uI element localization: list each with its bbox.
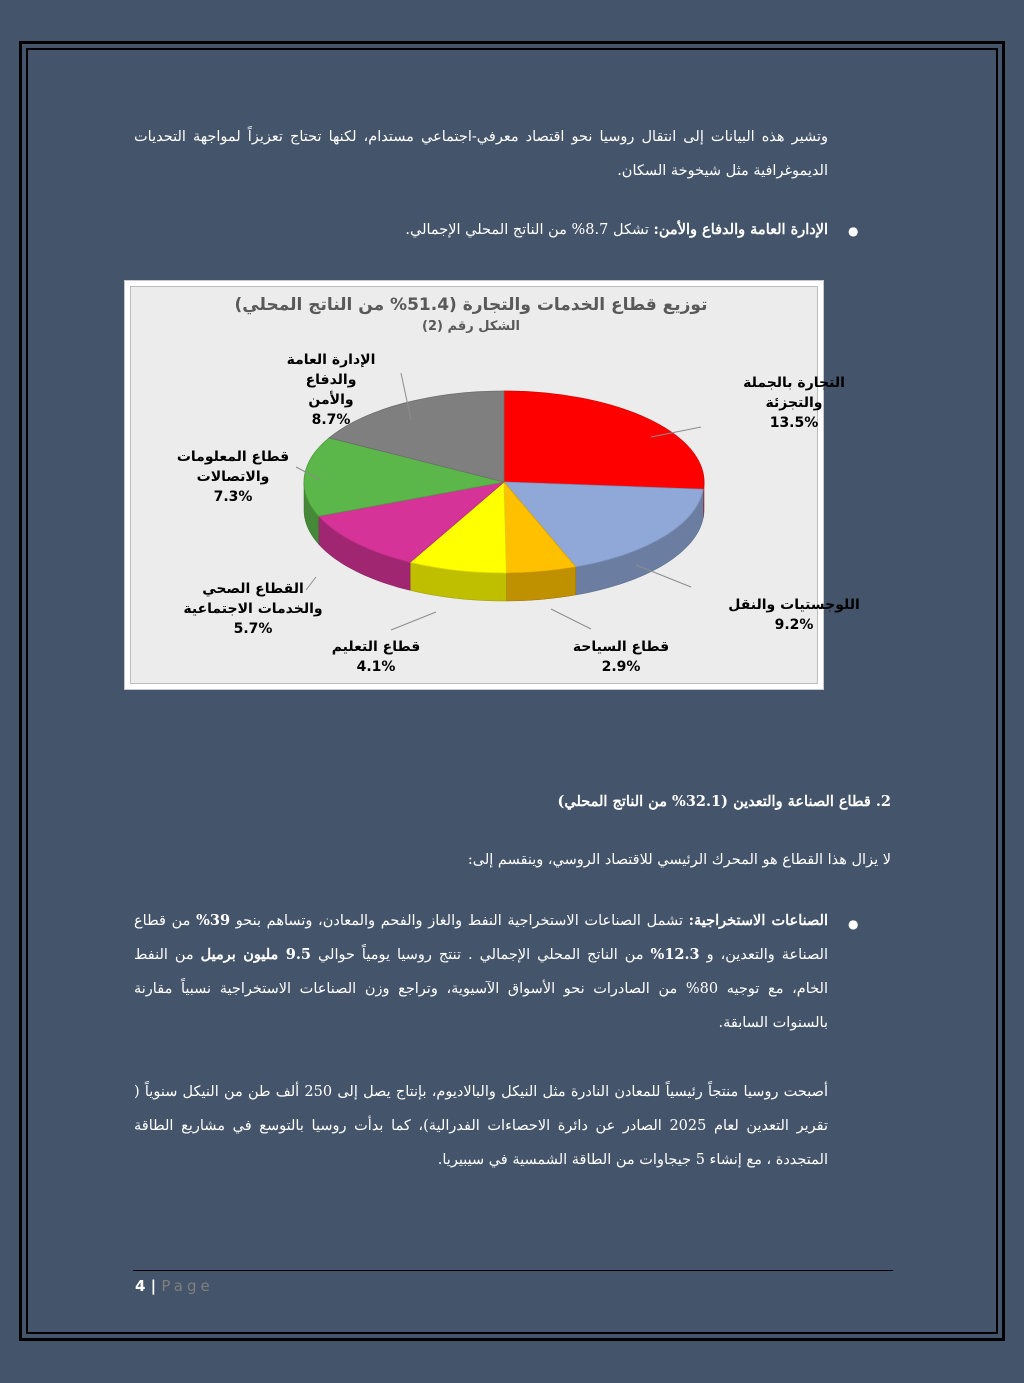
bullet-extractive-text-2: من قطاع الصناعة والتعدين، و [134, 913, 828, 963]
chart-frame [124, 280, 860, 690]
page-footer [135, 1277, 214, 1295]
page-number: 4 [135, 1277, 146, 1295]
section-2-heading: 2. قطاع الصناعة والتعدين (32.1% من الناتج المحلي) [557, 793, 891, 810]
leader-line [636, 565, 691, 587]
pie-label-logistics-transport: اللوجستيات والنقل 9.2% [728, 597, 860, 633]
bullet-admin [228, 213, 828, 247]
pie-label-ict: قطاع المعلومات والاتصالات 7.3% [176, 449, 290, 505]
pie-label-wholesale-retail: التجارة بالجملة والتجزئة 13.5% [743, 375, 845, 431]
leader-line [551, 609, 591, 629]
pie-label-health-social: القطاع الصحي والخدمات الاجتماعية 5.7% [183, 581, 323, 637]
bullet-dot: ● [848, 224, 859, 238]
bullet-admin-text: تشكل 8.7% من الناتج المحلي الإجمالي. [405, 222, 654, 238]
bullet-extractive-label: الصناعات الاستخراجية: [688, 912, 829, 929]
bullet-extractive [134, 904, 828, 1040]
bullet-extractive-bold-1: 39% [196, 912, 231, 929]
bullet-dot: ● [848, 917, 859, 931]
bullet-extractive-bold-2: 12.3% [650, 946, 700, 963]
slice-wholesale-retail [504, 391, 704, 489]
bullet-extractive-text-3: من الناتج المحلي الإجمالي . تنتج روسيا يومياً حوالي [310, 947, 651, 963]
footer-divider [133, 1270, 893, 1271]
chart-title: توزيع قطاع الخدمات والتجارة (51.4% من الناتج المحلي) [234, 295, 708, 315]
chart-area [130, 286, 860, 684]
section-2-intro: لا يزال هذا القطاع هو المحرك الرئيسي للاقتصاد الروسي، وينقسم إلى: [467, 852, 891, 868]
bullet-admin-label: الإدارة العامة والدفاع والأمن: [653, 221, 828, 238]
bullet-extractive-bold-3: 9.5 مليون برميل [200, 946, 311, 963]
bullet-extractive-text-4: من النفط الخام، مع توجيه 80% من الصادرات نحو الأسواق الآسيوية، وتراجع وزن الصناعات الاستخراجية نسبياً مقارنة بالسنوات السابقة. [134, 947, 829, 1031]
intro-paragraph [134, 120, 828, 188]
pie-label-tourism: قطاع السياحة 2.9% [572, 639, 670, 675]
chart-subtitle: الشكل رقم (2) [422, 319, 520, 334]
paragraph-rare-metals: أصبحت روسيا منتجاً رئيسياً للمعادن النادرة مثل النيكل والبالاديوم، بإنتاج يصل إلى 250 ألف طن من النيكل سنوياً ( تقرير التعدين لعام 2025 الصادر عن دائرة الاحصاءات الفدرالية)، كما بدأت روسيا بالتوسع في مشاريع الطاقة المتجددة ، مع إنشاء 5 جيجاوات من الطاقة الشمسية في سيبيريا. [134, 1084, 828, 1168]
bullet-extractive-text-1: تشمل الصناعات الاستخراجية النفط والغاز والفحم والمعادن، وتساهم بنحو [230, 913, 689, 929]
intro-line-2: الديموغرافية مثل شيخوخة السكان. [617, 163, 828, 179]
pie-label-education: قطاع التعليم 4.1% [331, 639, 421, 675]
leader-line [391, 612, 436, 630]
pie-label-public-admin: الإدارة العامة والدفاع والأمن 8.7% [286, 352, 376, 428]
page-word: Page [161, 1277, 214, 1295]
intro-line-1: وتشير هذه البيانات إلى انتقال روسيا نحو اقتصاد معرفي-اجتماعي مستدام، لكنها تحتاج تعزيزاً لمواجهة التحديات [134, 129, 828, 145]
footer-separator: | [145, 1277, 162, 1295]
